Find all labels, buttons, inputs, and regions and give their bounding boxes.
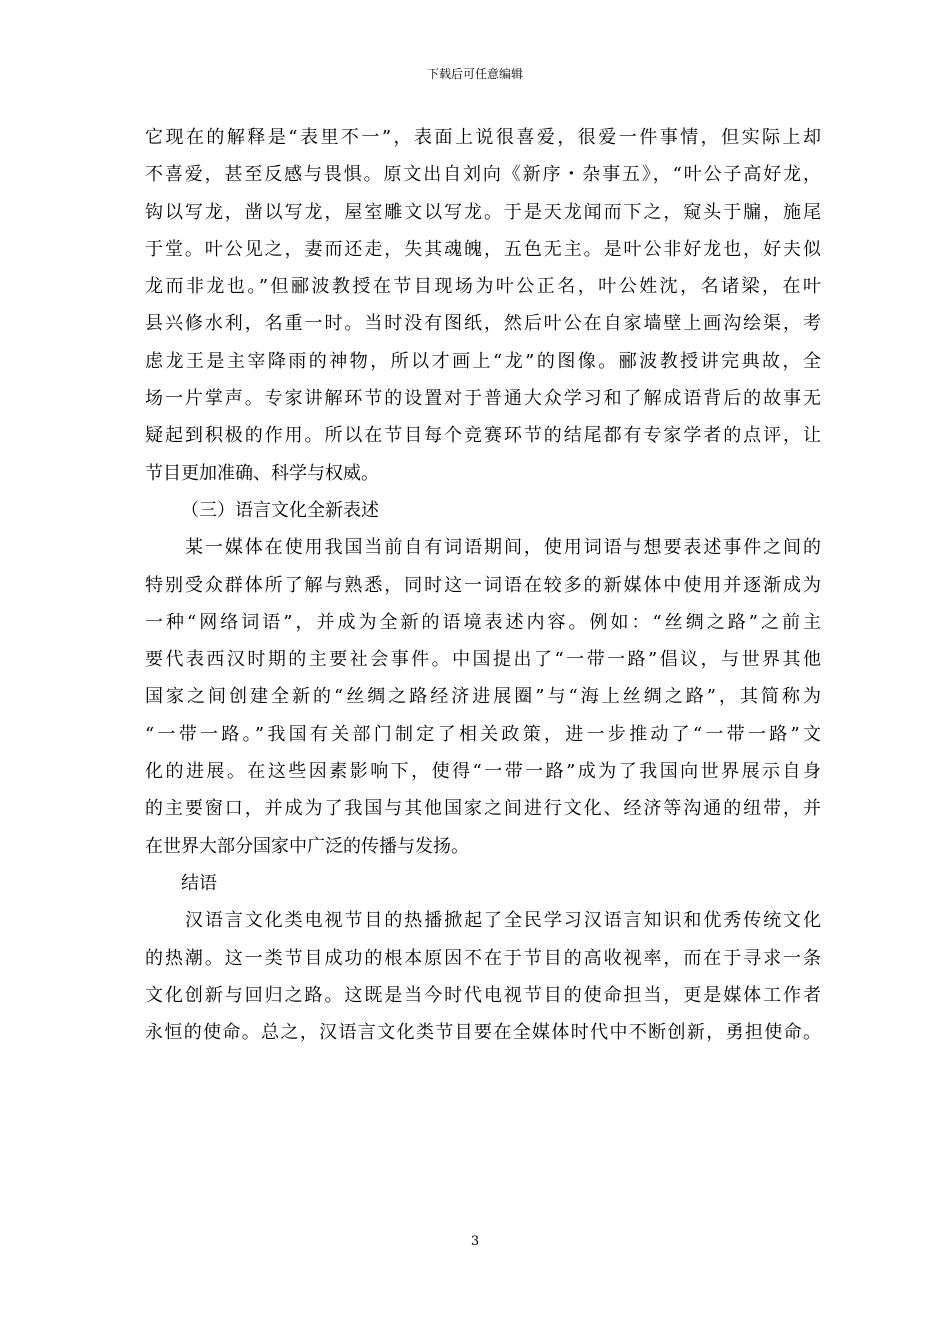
text-line: 在世界大部分国家中广泛的传播与发扬。 xyxy=(145,835,469,857)
text-line: 于堂。叶公见之，妻而还走，失其魂魄，五色无主。是叶公非好龙也，好夫似 xyxy=(145,238,821,260)
text-line: 文化创新与回归之路。这既是当今时代电视节目的使命担当，更是媒体工作者 xyxy=(145,984,821,1006)
paragraph-3 xyxy=(145,902,821,1051)
text-line: 钩以写龙，凿以写龙，屋室雕文以写龙。于是天龙闻而下之，窥头于牖，施尾 xyxy=(145,201,821,223)
conclusion-heading: 结语 xyxy=(181,872,217,894)
text-line: 国家之间创建全新的“丝绸之路经济进展圈”与“海上丝绸之路”，其简称为 xyxy=(145,686,821,708)
text-line: 疑起到积极的作用。所以在节目每个竞赛环节的结尾都有专家学者的点评，让 xyxy=(145,425,821,447)
text-line: 它现在的解释是“表里不一”，表面上说很喜爱，很爱一件事情，但实际上却 xyxy=(145,127,821,148)
text-line: 汉语言文化类电视节目的热播掀起了全民学习汉语言知识和优秀传统文化 xyxy=(185,910,821,932)
section-heading: （三）语言文化全新表述 xyxy=(181,499,379,521)
text-line: 化的进展。在这些因素影响下，使得“一带一路”成为了我国向世界展示自身 xyxy=(145,761,821,783)
document-body xyxy=(145,119,821,1051)
text-line: 龙而非龙也。”但郦波教授在节目现场为叶公正名，叶公姓沈，名诸梁，在叶 xyxy=(145,276,821,298)
text-line: 不喜爱，甚至反感与畏惧。原文出自刘向《新序・杂事五》，“叶公子高好龙， xyxy=(145,164,821,186)
text-line: 节目更加准确、科学与权威。 xyxy=(145,462,379,484)
paragraph-2 xyxy=(145,529,821,865)
text-line: “一带一路。”我国有关部门制定了相关政策，进一步推动了“一带一路”文 xyxy=(145,723,821,745)
text-line: 要代表西汉时期的主要社会事件。中国提出了“一带一路”倡议，与世界其他 xyxy=(145,649,821,671)
text-line: 的热潮。这一类节目成功的根本原因不在于节目的高收视率，而在于寻求一条 xyxy=(145,947,821,969)
text-line: 一种“网络词语”，并成为全新的语境表述内容。例如：“丝绸之路”之前主 xyxy=(145,611,821,633)
paragraph-1 xyxy=(145,119,821,492)
page-number: 3 xyxy=(470,1234,480,1249)
text-line: 某一媒体在使用我国当前自有词语期间，使用词语与想要表述事件之间的 xyxy=(185,537,821,559)
page-header: 下载后可任意编辑 xyxy=(426,67,523,81)
text-line: 虑龙王是主宰降雨的神物，所以才画上“龙”的图像。郦波教授讲完典故，全 xyxy=(145,350,821,372)
text-line: 场一片掌声。专家讲解环节的设置对于普通大众学习和了解成语背后的故事无 xyxy=(145,388,821,410)
text-line: 的主要窗口，并成为了我国与其他国家之间进行文化、经济等沟通的纽带，并 xyxy=(145,798,821,820)
text-line: 特别受众群体所了解与熟悉，同时这一词语在较多的新媒体中使用并逐渐成为 xyxy=(145,574,821,596)
text-line: 永恒的使命。总之，汉语言文化类节目要在全媒体时代中不断创新，勇担使命。 xyxy=(145,1022,821,1044)
text-line: 县兴修水利，名重一时。当时没有图纸，然后叶公在自家墙壁上画沟绘渠，考 xyxy=(145,313,821,335)
